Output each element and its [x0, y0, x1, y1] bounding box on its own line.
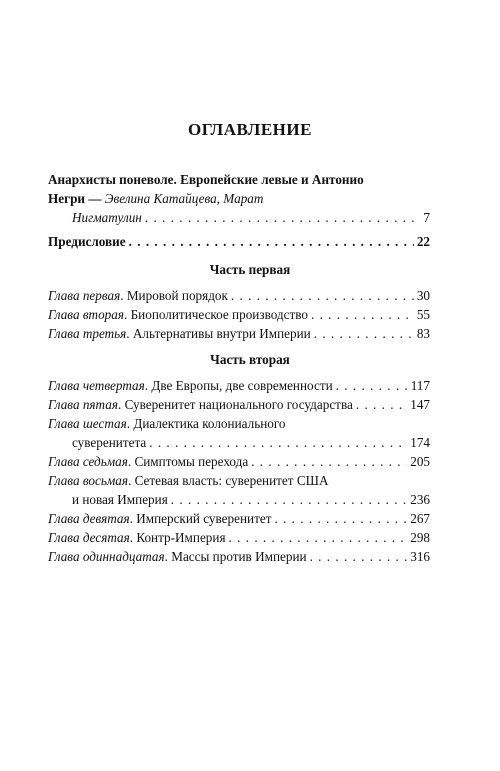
chapter-title: . Две Европы, две современности — [144, 378, 333, 393]
chapter-title: . Контр-Империя — [129, 530, 226, 545]
leader-dots — [310, 547, 408, 566]
part-heading: Часть вторая — [210, 352, 290, 367]
toc-entry-line — [48, 547, 430, 566]
toc-entry-line — [48, 376, 430, 395]
toc-entry-line — [48, 433, 430, 452]
page-number: 267 — [410, 511, 430, 526]
entry-title: Анархисты поневоле. Европейские левые и Антонио — [48, 172, 364, 187]
page-number: 298 — [410, 530, 430, 545]
page-number: 316 — [410, 549, 430, 564]
toc-entry-chapter-9 — [48, 509, 430, 528]
toc-entry-line — [48, 395, 430, 414]
chapter-title: . Мировой порядок — [120, 288, 228, 303]
chapter-number: Глава одиннадцатая — [48, 549, 165, 564]
page-number: 147 — [410, 397, 430, 412]
leader-dots — [145, 208, 421, 227]
page-number: 117 — [410, 378, 430, 393]
page-number: 30 — [416, 288, 430, 303]
toc-entry-line — [48, 414, 430, 433]
page-number: 174 — [410, 435, 430, 450]
leader-dots — [336, 376, 408, 395]
leader-dots — [229, 528, 408, 547]
toc-entry-preface — [48, 232, 430, 251]
page-number: 236 — [410, 492, 430, 507]
chapter-number: Глава шестая — [48, 416, 127, 431]
chapter-number: Глава седьмая — [48, 454, 128, 469]
chapter-title-continued: и новая Империя — [72, 492, 168, 507]
entry-dash: — — [85, 191, 105, 206]
chapter-number: Глава пятая — [48, 397, 118, 412]
leader-dots — [311, 305, 414, 324]
chapter-title: . Сетевая власть: суверенитет США — [127, 473, 329, 488]
toc-entry-line — [48, 452, 430, 471]
chapter-number: Глава первая — [48, 288, 121, 303]
toc-entry-chapter-5 — [48, 395, 430, 414]
page-number: 22 — [416, 234, 430, 249]
toc-entry-line — [48, 170, 430, 189]
chapter-title: . Имперский суверенитет — [129, 511, 272, 526]
toc-entry-line — [48, 286, 430, 305]
toc-entry-line — [48, 305, 430, 324]
leader-dots — [274, 509, 407, 528]
chapter-number: Глава четвертая — [48, 378, 145, 393]
toc-entry-chapter-1 — [48, 286, 430, 305]
page-number: 83 — [416, 326, 430, 341]
chapter-number: Глава девятая — [48, 511, 130, 526]
chapter-number: Глава десятая — [48, 530, 130, 545]
chapter-number: Глава третья — [48, 326, 127, 341]
chapter-number: Глава восьмая — [48, 473, 128, 488]
page-title: ОГЛАВЛЕНИЕ — [188, 120, 312, 139]
chapter-title: . Массы против Империи — [164, 549, 307, 564]
page-number: 7 — [423, 210, 430, 225]
toc-entry-chapter-8 — [48, 471, 430, 509]
entry-title: Предисловие — [48, 234, 126, 249]
leader-dots — [171, 490, 407, 509]
leader-dots — [231, 286, 414, 305]
part-heading: Часть первая — [209, 262, 291, 277]
chapter-title: . Симптомы перехода — [127, 454, 249, 469]
toc-entry-line — [48, 528, 430, 547]
entry-authors: Нигматулин — [72, 210, 142, 225]
page-number: 205 — [410, 454, 430, 469]
toc-entry-line — [48, 509, 430, 528]
chapter-title: . Диалектика колониального — [126, 416, 286, 431]
toc-entry-chapter-10 — [48, 528, 430, 547]
toc-entry-line — [48, 471, 430, 490]
chapter-title: . Альтернативы внутри Империи — [126, 326, 311, 341]
chapter-number: Глава вторая — [48, 307, 124, 322]
entry-authors: Эвелина Катайцева, Марат — [104, 191, 264, 206]
toc-entry-chapter-4 — [48, 376, 430, 395]
leader-dots — [356, 395, 407, 414]
toc-entry-chapter-2 — [48, 305, 430, 324]
entry-title: Негри — [48, 191, 86, 206]
chapter-title: . Суверенитет национального государства — [117, 397, 353, 412]
toc-entry-line — [48, 189, 430, 208]
toc-entry-chapter-3 — [48, 324, 430, 343]
toc-entry-line — [48, 208, 430, 227]
toc-entry-line — [48, 490, 430, 509]
chapter-title-continued: суверенитета — [72, 435, 147, 450]
toc-entry-line — [48, 232, 430, 251]
toc-entry-chapter-11 — [48, 547, 430, 566]
toc-entry-chapter-7 — [48, 452, 430, 471]
page-number: 55 — [416, 307, 430, 322]
toc-entry-line — [48, 324, 430, 343]
toc-entry-chapter-6 — [48, 414, 430, 452]
toc-entry-intro — [48, 170, 430, 227]
leader-dots — [129, 232, 414, 251]
leader-dots — [314, 324, 414, 343]
chapter-title: . Биополитическое производство — [124, 307, 308, 322]
leader-dots — [149, 433, 407, 452]
leader-dots — [251, 452, 407, 471]
